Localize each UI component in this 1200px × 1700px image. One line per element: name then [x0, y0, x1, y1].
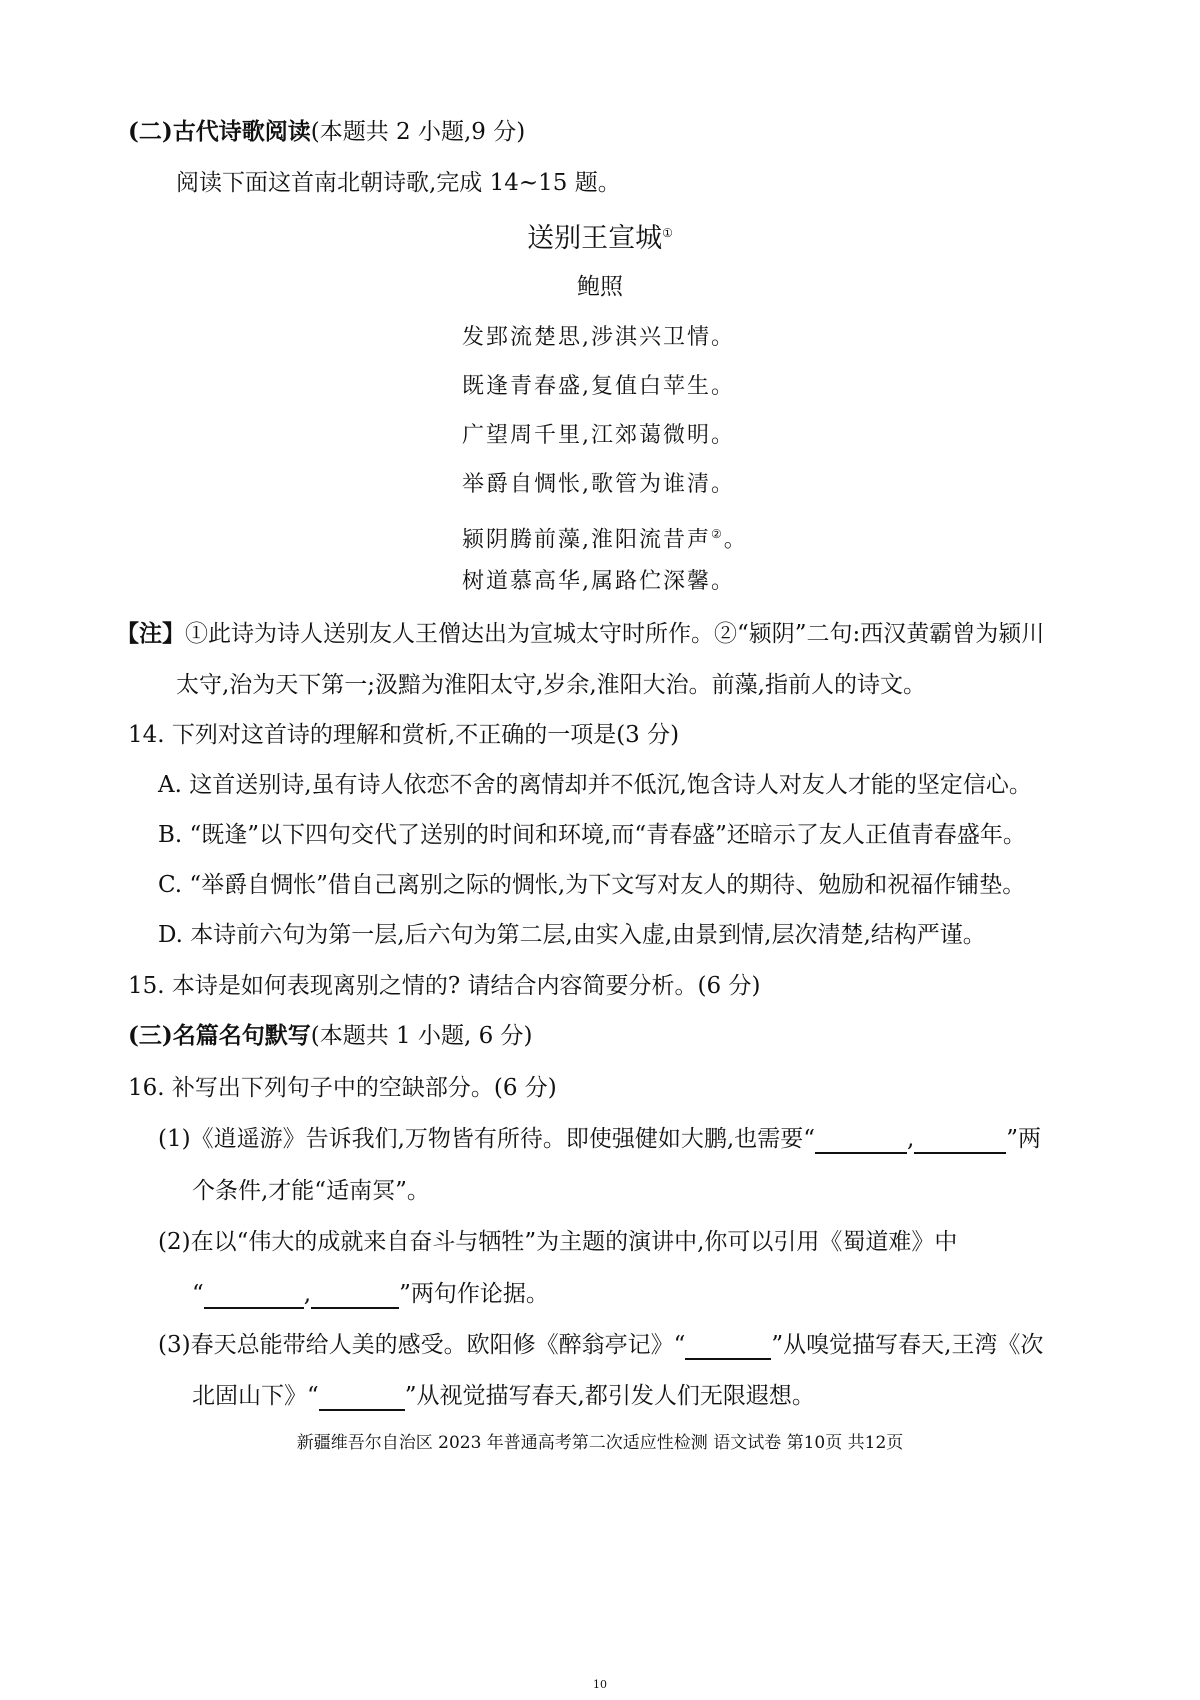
fill-blank[interactable]	[815, 1130, 907, 1154]
question-14-stem: 14. 下列对这首诗的理解和赏析,不正确的一项是(3 分)	[128, 722, 680, 748]
poem-title-text: 送别王宣城	[527, 223, 663, 254]
item-3-text-cont: 北固山下》“	[192, 1383, 319, 1409]
page-number: 10	[593, 1678, 607, 1691]
fill-blank[interactable]	[914, 1130, 1006, 1154]
note-line-2: 太守,治为天下第一;汲黯为淮阳太守,岁余,淮阳大治。前藻,指前人的诗文。	[176, 672, 926, 698]
section3-heading-note: (本题共 1 小题, 6 分)	[310, 1023, 533, 1049]
poem-line-5-footnote-mark: ②	[711, 527, 724, 541]
poem-line-5-end: 。	[723, 527, 748, 553]
note-label: 【注】	[116, 620, 185, 647]
item-2-comma: ,	[303, 1281, 312, 1307]
question-14-option-b: B. “既逢”以下四句交代了送别的时间和环境,而“青春盛”还暗示了友人正值青春盛年。	[158, 822, 1026, 848]
fill-blank[interactable]	[204, 1285, 304, 1309]
note-text-1: ①此诗为诗人送别友人王僧达出为宣城太守时所作。②“颍阴”二句:西汉黄霸曾为颍川	[185, 621, 1045, 647]
question-14-option-a: A. 这首送别诗,虽有诗人依恋不舍的离情却并不低沉,饱含诗人对友人才能的坚定信心。	[158, 772, 1032, 798]
item-3-text: (3)春天总能带给人美的感受。欧阳修《醉翁亭记》“	[158, 1332, 686, 1358]
item-3-text-mid: ”从嗅觉描写春天,王湾《次	[771, 1332, 1044, 1358]
question-16-item-1-cont: 个条件,才能“适南冥”。	[192, 1178, 430, 1204]
question-14-option-d: D. 本诗前六句为第一层,后六句为第二层,由实入虚,由景到情,层次清楚,结构严谨。	[158, 922, 986, 948]
item-2-open-quote: “	[192, 1281, 204, 1307]
poem-line: 广望周千里,江郊蔼微明。	[462, 423, 735, 448]
poem-line: 举爵自惆怅,歌管为谁清。	[462, 472, 735, 497]
section2-heading	[128, 117, 525, 147]
note-line-1	[116, 619, 1044, 649]
item-3-text-end: ”从视觉描写春天,都引发人们无限遐想。	[404, 1383, 815, 1409]
question-16-stem: 16. 补写出下列句子中的空缺部分。(6 分)	[128, 1075, 557, 1101]
question-15-stem: 15. 本诗是如何表现离别之情的? 请结合内容简要分析。(6 分)	[128, 973, 761, 999]
poem-title-footnote-mark: ①	[662, 226, 673, 240]
fill-blank[interactable]	[311, 1285, 399, 1309]
item-1-comma: ,	[906, 1126, 915, 1152]
section2-heading-text: (二)古代诗歌阅读	[128, 118, 311, 145]
question-14-option-c: C. “举爵自惆怅”借自己离别之际的惆怅,为下文写对友人的期待、勉励和祝福作铺垫。	[158, 872, 1026, 898]
question-16-item-3	[158, 1330, 1043, 1360]
section2-heading-note: (本题共 2 小题,9 分)	[310, 119, 526, 145]
question-16-item-3-cont	[192, 1381, 815, 1411]
poem-line: 既逢青春盛,复值白苹生。	[462, 374, 735, 399]
poem-line-5-text: 颍阴腾前藻,淮阳流昔声	[462, 527, 711, 553]
question-16-item-2-cont	[192, 1279, 549, 1309]
poem-title	[0, 218, 1200, 254]
item-1-text: (1)《逍遥游》告诉我们,万物皆有所待。即使强健如大鹏,也需要“	[158, 1126, 815, 1152]
section3-heading-text: (三)名篇名句默写	[128, 1022, 311, 1049]
poem-line-5	[462, 519, 748, 555]
item-1-text-end: ”两	[1006, 1126, 1042, 1152]
fill-blank[interactable]	[685, 1336, 771, 1360]
item-2-text-end: ”两句作论据。	[399, 1281, 549, 1307]
poem-author: 鲍照	[577, 274, 623, 300]
page-footer: 新疆维吾尔自治区 2023 年普通高考第二次适应性检测 语文试卷 第10页 共12页	[296, 1433, 904, 1453]
question-16-item-2: (2)在以“伟大的成就来自奋斗与牺牲”为主题的演讲中,你可以引用《蜀道难》中	[158, 1229, 958, 1255]
poem-line: 树道慕高华,属路伫深馨。	[462, 569, 735, 594]
section2-instruction: 阅读下面这首南北朝诗歌,完成 14~15 题。	[176, 170, 621, 196]
question-16-item-1	[158, 1124, 1041, 1154]
section3-heading	[128, 1021, 533, 1051]
poem-line: 发郢流楚思,涉淇兴卫情。	[462, 325, 735, 350]
fill-blank[interactable]	[319, 1387, 405, 1411]
